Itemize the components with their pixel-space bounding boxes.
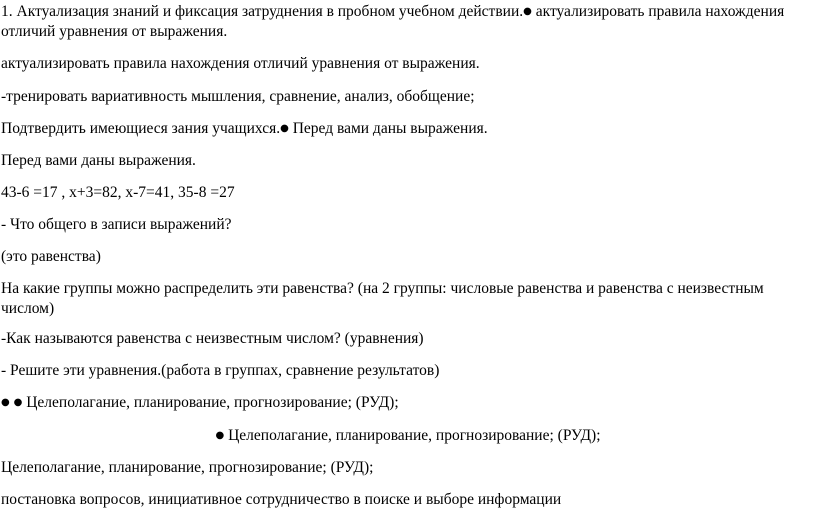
- bullet-icon: ●: [280, 123, 289, 134]
- heading-text: 1. Актуализация знаний и фиксация затруднения в пробном учебном действии.: [1, 3, 524, 20]
- line-question-name: -Как называются равенства с неизвестным числом? (уравнения): [1, 330, 424, 347]
- line-rud-centered: [0, 426, 816, 446]
- rud-text: Целеполагание, планирование, прогнозирование; (РУД);: [228, 427, 601, 444]
- bullet-icon: ●: [215, 430, 225, 441]
- line-goal: актуализировать правила нахождения отличий уравнения от выражения.: [1, 55, 480, 72]
- bullet-icon: ●: [1, 397, 10, 408]
- line-confirm: [1, 119, 488, 139]
- line-answer-equalities: (это равенства): [1, 248, 101, 265]
- confirm-text: Подтвердить имеющиеся зания учащихся.: [1, 120, 281, 137]
- bullet-icon: ●: [523, 6, 532, 17]
- rud-text: Целеполагание, планирование, прогнозирование; (РУД);: [26, 394, 399, 411]
- line-rud: Целеполагание, планирование, прогнозирование; (РУД);: [1, 459, 374, 476]
- bullet-icon: ●: [13, 397, 23, 408]
- line-train: -тренировать вариативность мышления, сравнение, анализ, обобщение;: [1, 88, 475, 105]
- line-rud-bullets: [1, 393, 399, 413]
- line-1-heading: [1, 2, 801, 42]
- line-expressions: Перед вами даны выражения.: [1, 152, 196, 169]
- expressions-text: Перед вами даны выражения.: [292, 120, 488, 137]
- line-question-common: - Что общего в записи выражений?: [1, 216, 232, 233]
- goal-text: актуализировать правила нахождения отличий уравнения от выражения.: [1, 3, 785, 40]
- line-cooperation: постановка вопросов, инициативное сотрудничество в поиске и выборе информации: [1, 491, 562, 508]
- line-equations: 43-6 =17 , x+3=82, x-7=41, 35-8 =27: [1, 184, 235, 201]
- line-task-solve: - Решите эти уравнения.(работа в группах, сравнение результатов): [1, 362, 440, 379]
- line-question-groups: На какие группы можно распределить эти равенства? (на 2 группы: числовые равенства и равенства с неизвестным числом): [1, 280, 764, 317]
